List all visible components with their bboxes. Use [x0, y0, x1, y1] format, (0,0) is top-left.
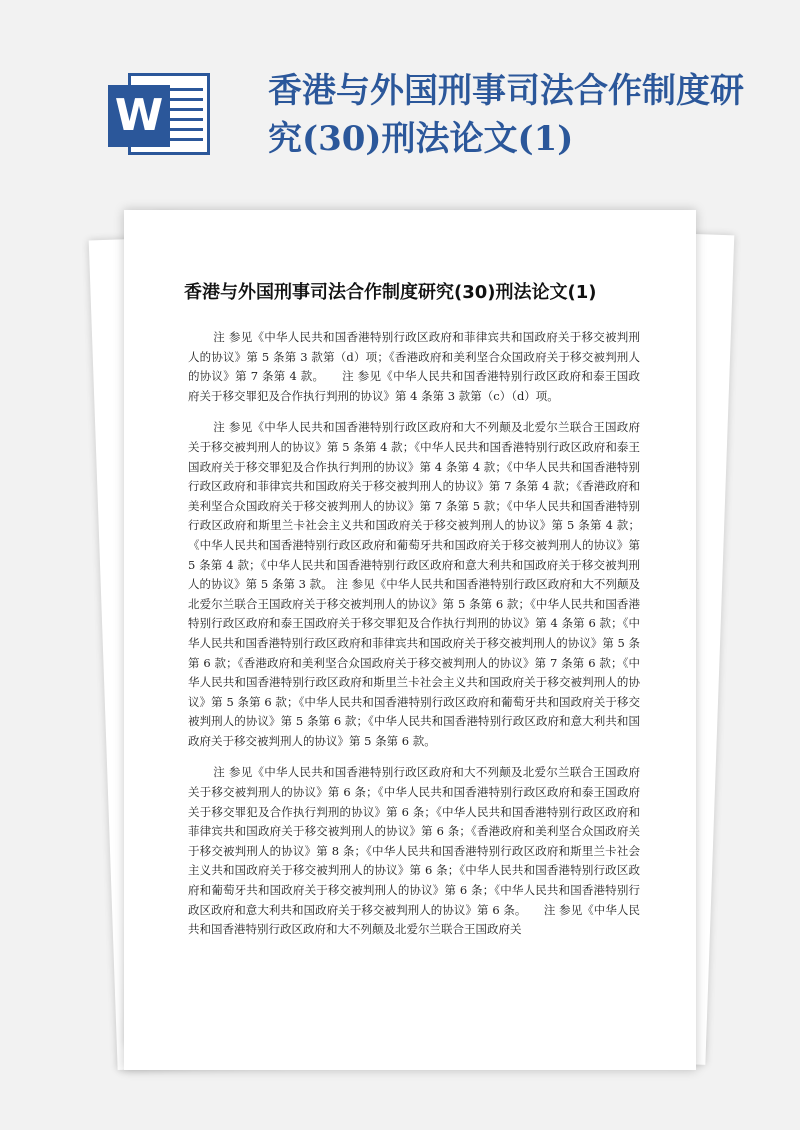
- text-line-icon: [167, 108, 203, 111]
- paragraph: 注 参见《中华人民共和国香港特别行政区政府和大不列颠及北爱尔兰联合王国政府关于移交被判刑人的协议》第 6 条；《中华人民共和国香港特别行政区政府和泰王国政府关于移交罪犯及合作执行判刑的协议》第 6 条；《中华人民共和国香港特别行政区政府和菲律宾共和国政府关于移交被判刑人的协议》第 6 条；《香港政府和美利坚合众国政府关于移交被判刑人的协议》第 8 条；《中华人民共和国香港特别行政区政府和斯里兰卡社会主义共和国政府关于移交被判刑人的协议》第 6 条；《中华人民共和国香港特别行政区政府和葡萄牙共和国政府关于移交被判刑人的协议》第 6 条；《中华人民共和国香港特别行政区政府和意大利共和国政府关于移交被判刑人的协议》第 6 条。 注 参见《中华人民共和国香港特别行政区政府和大不列颠及北爱尔兰联合王国政府关: [188, 765, 640, 937]
- text-line-icon: [167, 98, 203, 101]
- text-line-icon: [167, 128, 203, 131]
- document-title: 香港与外国刑事司法合作制度研究(30)刑法论文(1): [184, 282, 597, 303]
- text-line-icon: [167, 88, 203, 91]
- word-document-icon: [108, 63, 220, 163]
- text-line-icon: [167, 118, 203, 121]
- paragraph: 注 参见《中华人民共和国香港特别行政区政府和菲律宾共和国政府关于移交被判刑人的协议》第 5 条第 3 款第（d）项；《香港政府和美利坚合众国政府关于移交被判刑人的协议》第 7 条第 4 款。 注 参见《中华人民共和国香港特别行政区政府和泰王国政府关于移交罪犯及合作执行判刑的协议》第 4 条第 3 款第（c）（d）项。: [188, 330, 640, 403]
- document-page: [124, 210, 696, 1070]
- word-letter-badge: W: [108, 85, 170, 147]
- text-line-icon: [167, 138, 203, 141]
- header-title: 香港与外国刑事司法合作制度研究(30)刑法论文(1): [268, 71, 744, 159]
- paragraph: 注 参见《中华人民共和国香港特别行政区政府和大不列颠及北爱尔兰联合王国政府关于移交被判刑人的协议》第 5 条第 4 款；《中华人民共和国香港特别行政区政府和泰王国政府关于移交罪犯及合作执行判刑的协议》第 4 条第 4 款；《中华人民共和国香港特别行政区政府和菲律宾共和国政府关于移交被判刑人的协议》第 7 条第 4 款；《香港政府和美利坚合众国政府关于移交被判刑人的协议》第 7 条第 5 款；《中华人民共和国香港特别行政区政府和斯里兰卡社会主义共和国政府关于移交被判刑人的协议》第 5 条第 4 款；《中华人民共和国香港特别行政区政府和葡萄牙共和国政府关于移交被判刑人的协议》第 5 条第 4 款；《中华人民共和国香港特别行政区政府和意大利共和国政府关于移交被判刑人的协议》第 5 条第 3 款。 注 参见《中华人民共和国香港特别行政区政府和大不列颠及北爱尔兰联合王国政府关于移交被判刑人的协议》第 5 条第 6 款；《中华人民共和国香港特别行政区政府和泰王国政府关于移交罪犯及合作执行判刑的协议》第 4 条第 6 款；《中华人民共和国香港特别行政区政府和菲律宾共和国政府关于移交被判刑人的协议》第 5 条第 6 款；《香港政府和美利坚合众国政府关于移交被判刑人的协议》第 7 条第 6 款；《中华人民共和国香港特别行政区政府和斯里兰卡社会主义共和国政府关于移交被判刑人的协议》第 5 条第 6 款；《中华人民共和国香港特别行政区政府和葡萄牙共和国政府关于移交被判刑人的协议》第 5 条第 6 款；《中华人民共和国香港特别行政区政府和意大利共和国政府关于移交被判刑人的协议》第 5 条第 6 款。: [188, 420, 640, 748]
- document-body: [188, 328, 640, 952]
